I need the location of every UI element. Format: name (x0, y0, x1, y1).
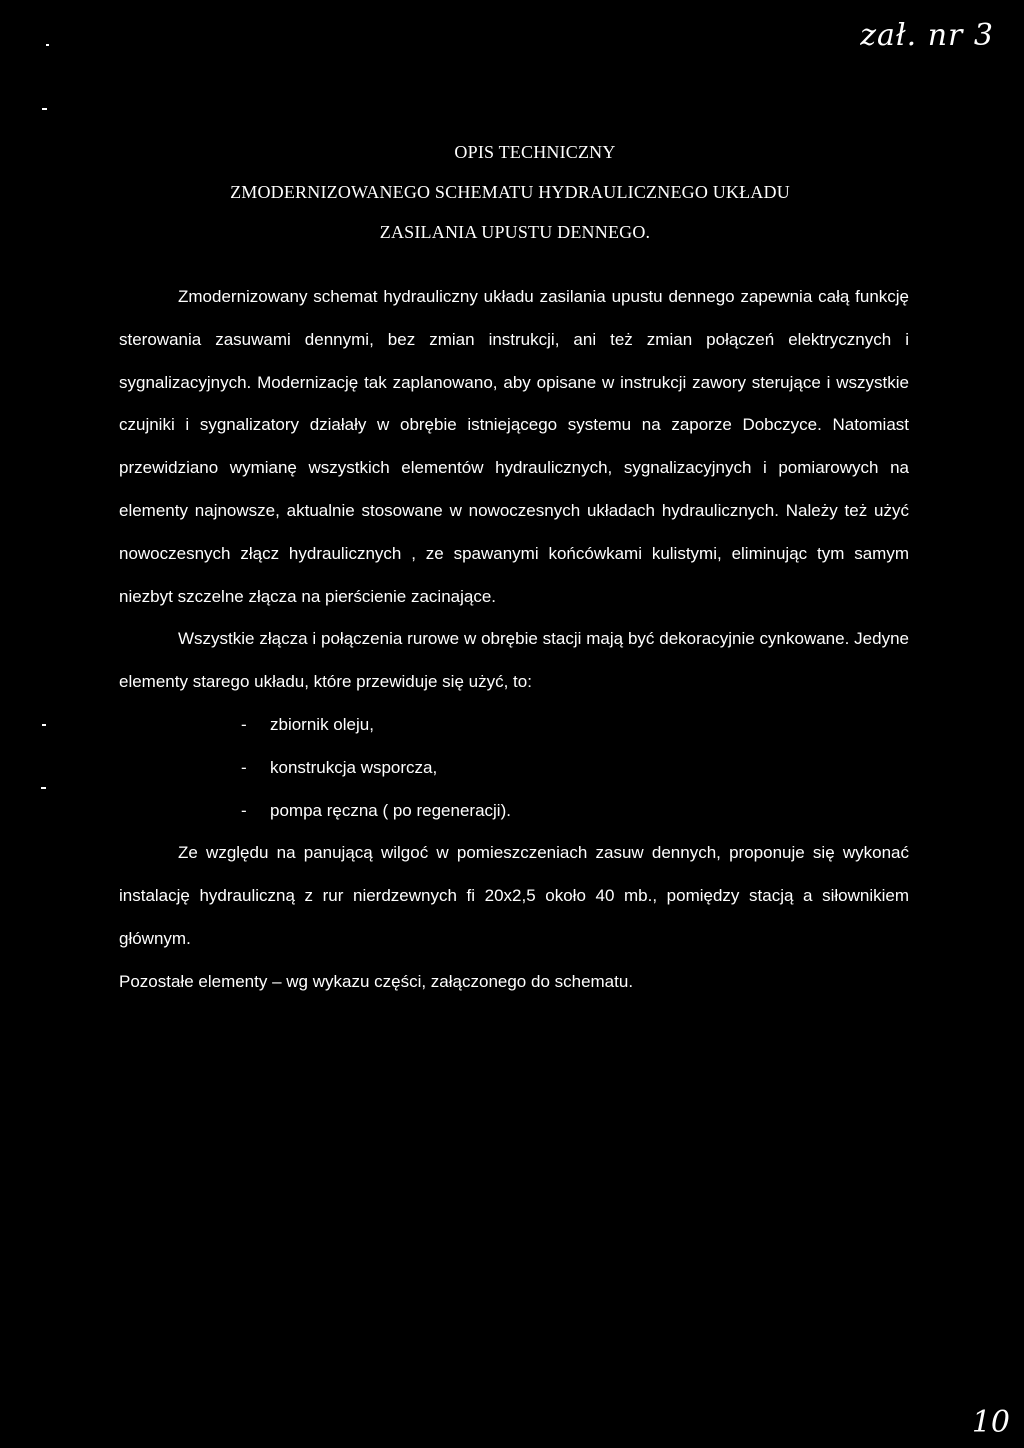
scan-speck (46, 44, 49, 46)
title-line-1: OPIS TECHNICZNY (454, 142, 616, 162)
title-line-2: ZMODERNIZOWANEGO SCHEMATU HYDRAULICZNEGO UKŁADU (230, 182, 790, 202)
paragraph-installation: Ze względu na panującą wilgoć w pomieszczeniach zasuw dennych, proponuje się wykonać instalację hydrauliczną z rur nierdzewnych fi 20x2,5 około 40 mb., pomiędzy stacją a siłownikiem głównym. (119, 843, 909, 948)
scan-speck (42, 108, 47, 110)
title-line-3: ZASILANIA UPUSTU DENNEGO. (379, 222, 651, 242)
list-item: - konstrukcja wsporcza, (241, 747, 909, 790)
list-item: - pompa ręczna ( po regeneracji). (241, 790, 909, 833)
list-item: - zbiornik oleju, (241, 704, 909, 747)
document-title (120, 132, 950, 252)
document-body (119, 276, 909, 1004)
scan-speck (42, 724, 46, 726)
paragraph-remaining-elements: Pozostałe elementy – wg wykazu części, załączonego do schematu. (119, 971, 634, 991)
paragraph-modernization: Zmodernizowany schemat hydrauliczny układu zasilania upustu dennego zapewnia całą funkcję sterowania zasuwami dennymi, bez zmian instrukcji, ani też zmian połączeń elektrycznych i sygnalizacyjnych. Modernizację tak zaplanowano, aby opisane w instrukcji zawory sterujące i wszystkie czujniki i sygnalizatory działały w obrębie istniejącego systemu na zaporze Dobczyce. Natomiast przewidziano wymianę wszystkich elementów hydraulicznych, sygnalizacyjnych i pomiarowych na elementy najnowsze, aktualnie stosowane w nowoczesnych układach hydraulicznych. Należy też użyć nowoczesnych złącz hydraulicznych , ze spawanymi końcówkami kulistymi, eliminując tym samym niezbyt szczelne złącza na pierścienie zacinające. (119, 287, 909, 606)
page-number: 10 (971, 1405, 1010, 1440)
handwritten-annotation: zał. nr 3 (860, 18, 994, 53)
scan-speck (41, 787, 46, 789)
reused-elements-list (119, 704, 909, 832)
paragraph-galvanizing: Wszystkie złącza i połączenia rurowe w obrębie stacji mają być dekoracyjnie cynkowane. Jedyne elementy starego układu, które przewiduje się użyć, to: (119, 629, 909, 692)
